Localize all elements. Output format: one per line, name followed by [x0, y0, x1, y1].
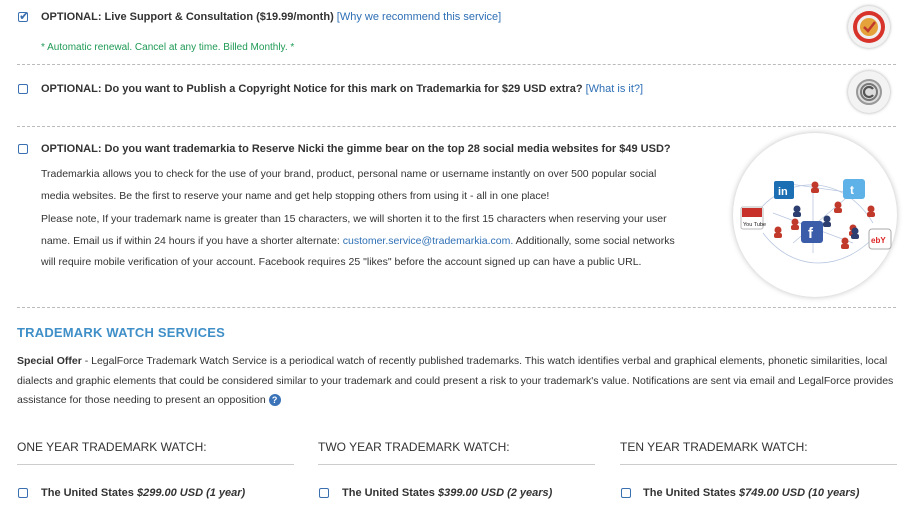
- watch-2y-option: [342, 487, 552, 499]
- copyright-checkbox[interactable]: [18, 84, 28, 94]
- social-description: Trademarkia allows you to check for the use of your brand, product, personal name or username instantly on over 500 popular social media websites. Be the first to reserve your name and get help stopping others from using it - all in one place!: [41, 168, 657, 202]
- support-label: OPTIONAL: Live Support & Consultation ($19.99/month): [41, 11, 334, 23]
- social-note: [41, 209, 681, 274]
- svg-text:ebY: ebY: [871, 236, 886, 245]
- support-option: [41, 11, 501, 23]
- watch-2y-checkbox[interactable]: [319, 488, 329, 498]
- divider: [17, 307, 896, 308]
- column-divider: [318, 464, 595, 465]
- copyright-icon: [848, 71, 890, 113]
- twitter-icon: [843, 179, 865, 199]
- social-note-text-b: Additionally, some social networks will require mobile verification of your account. Facebook requires 25 "likes" before the account signed up can have a public URL.: [41, 234, 675, 268]
- column-divider: [620, 464, 897, 465]
- copyright-what-link[interactable]: [What is it?]: [585, 83, 644, 95]
- linkedin-icon: [774, 181, 794, 199]
- watch-10y-option: [643, 487, 859, 499]
- facebook-icon: [801, 221, 823, 243]
- divider: [17, 126, 896, 127]
- svg-text:in: in: [778, 186, 788, 198]
- copyright-option: [41, 83, 643, 95]
- column-divider: [17, 464, 294, 465]
- support-badge-icon: [848, 6, 890, 48]
- social-note-text-a: Please note, If your trademark name is greater than 15 characters, we will shorten it to the first 15 characters when reserving your user name. Email us if within 24 hours if you have a shorter alternate:: [41, 213, 667, 247]
- offer-label: Special Offer: [17, 355, 82, 367]
- watch-10y-price: $749.00 USD (10 years): [738, 487, 860, 499]
- watch-10y-label: The United States: [643, 487, 736, 499]
- watch-1y-price: $299.00 USD (1 year): [136, 487, 246, 499]
- watch-heading-2y: TWO YEAR TRADEMARK WATCH:: [318, 440, 510, 454]
- support-note: * Automatic renewal. Cancel at any time. Billed Monthly. *: [41, 42, 295, 53]
- social-label: OPTIONAL: Do you want trademarkia to Reserve Nicki the gimme bear on the top 28 social media websites for $49 USD?: [41, 143, 671, 155]
- youtube-icon: [741, 207, 766, 229]
- watch-10y-checkbox[interactable]: [621, 488, 631, 498]
- watch-offer: [17, 352, 897, 411]
- support-why-link[interactable]: [Why we recommend this service]: [336, 11, 502, 23]
- social-option: [41, 143, 671, 155]
- offer-text: - LegalForce Trademark Watch Service is a periodical watch of recently published trademarks. This watch identifies verbal and graphical elements, phonetic similarities, local dialects and graphic elements that could be considered similar to your trademark and could present a risk to your trademark's value. Notifications are sent via email and LegalForce provides assistance for those needing to present an opposition: [17, 355, 894, 406]
- watch-heading-1y: ONE YEAR TRADEMARK WATCH:: [17, 440, 207, 454]
- support-email-link[interactable]: customer.service@trademarkia.com.: [342, 234, 514, 247]
- help-icon[interactable]: ?: [269, 394, 281, 406]
- copyright-label: OPTIONAL: Do you want to Publish a Copyright Notice for this mark on Trademarkia for $29 USD extra?: [41, 83, 583, 95]
- watch-section-title: TRADEMARK WATCH SERVICES: [17, 325, 225, 340]
- svg-text:t: t: [850, 183, 854, 197]
- social-network-icon: [733, 133, 897, 297]
- ebay-icon: [869, 229, 891, 249]
- support-checkbox[interactable]: [18, 12, 28, 22]
- svg-text:You Tube: You Tube: [743, 222, 767, 228]
- watch-2y-price: $399.00 USD (2 years): [437, 487, 553, 499]
- watch-2y-label: The United States: [342, 487, 435, 499]
- watch-1y-label: The United States: [41, 487, 134, 499]
- social-checkbox[interactable]: [18, 144, 28, 154]
- watch-1y-option: [41, 487, 245, 499]
- svg-text:f: f: [808, 225, 813, 242]
- divider: [17, 64, 896, 65]
- watch-heading-10y: TEN YEAR TRADEMARK WATCH:: [620, 440, 808, 454]
- watch-1y-checkbox[interactable]: [18, 488, 28, 498]
